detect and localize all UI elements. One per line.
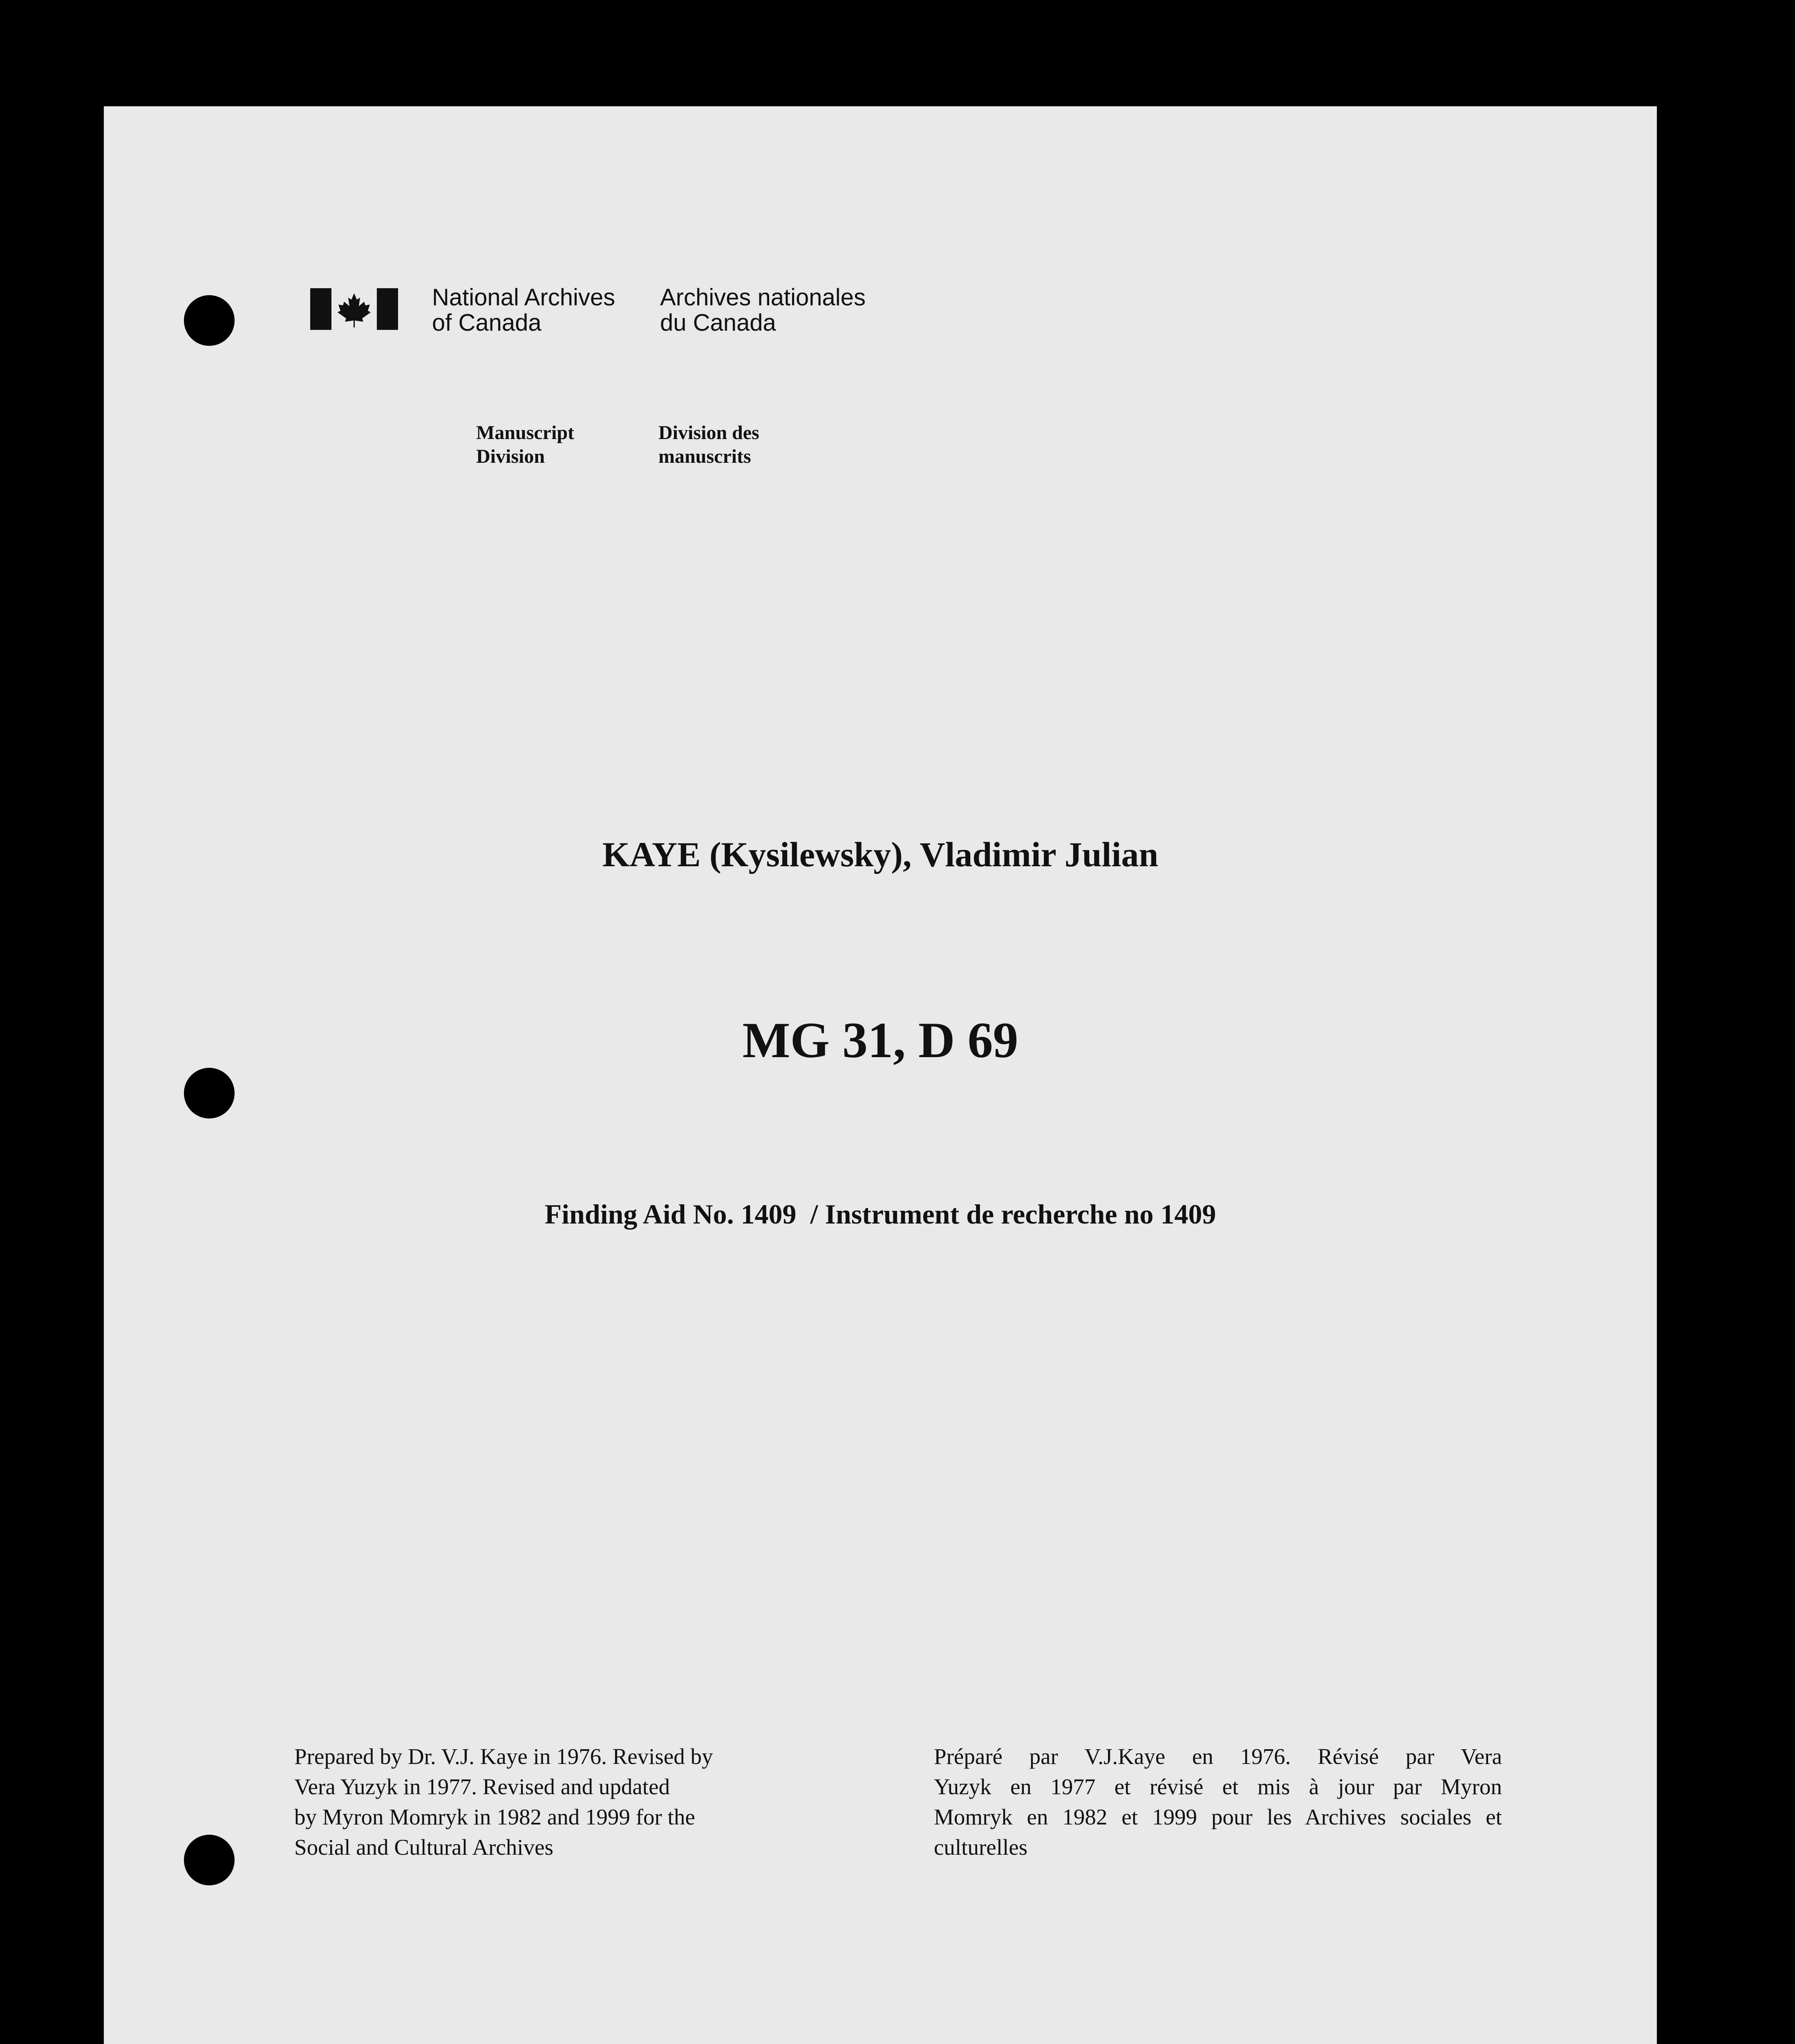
punch-hole-top bbox=[184, 295, 235, 346]
division-name-fr-line1: Division des bbox=[658, 422, 759, 444]
credits-french-line: Préparé par V.J.Kaye en 1976. Révisé par Vera bbox=[934, 1744, 1502, 1769]
credits-english-line: Social and Cultural Archives bbox=[294, 1835, 553, 1860]
agency-name-fr-line1: Archives nationales bbox=[660, 284, 866, 311]
credits-english-line: Prepared by Dr. V.J. Kaye in 1976. Revised by bbox=[294, 1744, 713, 1769]
fonds-title: KAYE (Kysilewsky), Vladimir Julian bbox=[602, 835, 1159, 874]
credits-french-line: culturelles bbox=[934, 1835, 1028, 1860]
credits-french-line: Momryk en 1982 et 1999 pour les Archives sociales et bbox=[934, 1804, 1502, 1829]
punch-hole-bottom bbox=[184, 1835, 235, 1885]
credits-english-line: by Myron Momryk in 1982 and 1999 for the bbox=[294, 1804, 695, 1829]
credits-english-line: Vera Yuzyk in 1977. Revised and updated bbox=[294, 1774, 670, 1799]
agency-name-en-line2: of Canada bbox=[432, 309, 542, 336]
credits-french-line: Yuzyk en 1977 et révisé et mis à jour par Myron bbox=[934, 1774, 1502, 1799]
document-page bbox=[104, 106, 1657, 2044]
division-name-en-line1: Manuscript bbox=[476, 422, 574, 444]
reference-code: MG 31, D 69 bbox=[742, 1012, 1018, 1068]
division-name-en bbox=[476, 421, 574, 468]
division-name-fr bbox=[658, 421, 759, 468]
punch-hole-middle bbox=[184, 1068, 235, 1118]
division-name-en-line2: Division bbox=[476, 446, 545, 467]
agency-name-fr bbox=[660, 285, 866, 336]
credits-french bbox=[934, 1741, 1502, 1862]
agency-name-en-line1: National Archives bbox=[432, 284, 615, 311]
canada-flag-logo bbox=[310, 288, 398, 330]
finding-aid-number: Finding Aid No. 1409 / Instrument de recherche no 1409 bbox=[544, 1199, 1216, 1230]
division-name-fr-line2: manuscrits bbox=[658, 446, 751, 467]
credits-english bbox=[294, 1741, 854, 1862]
agency-name-en bbox=[432, 285, 615, 336]
agency-name-fr-line2: du Canada bbox=[660, 309, 776, 336]
